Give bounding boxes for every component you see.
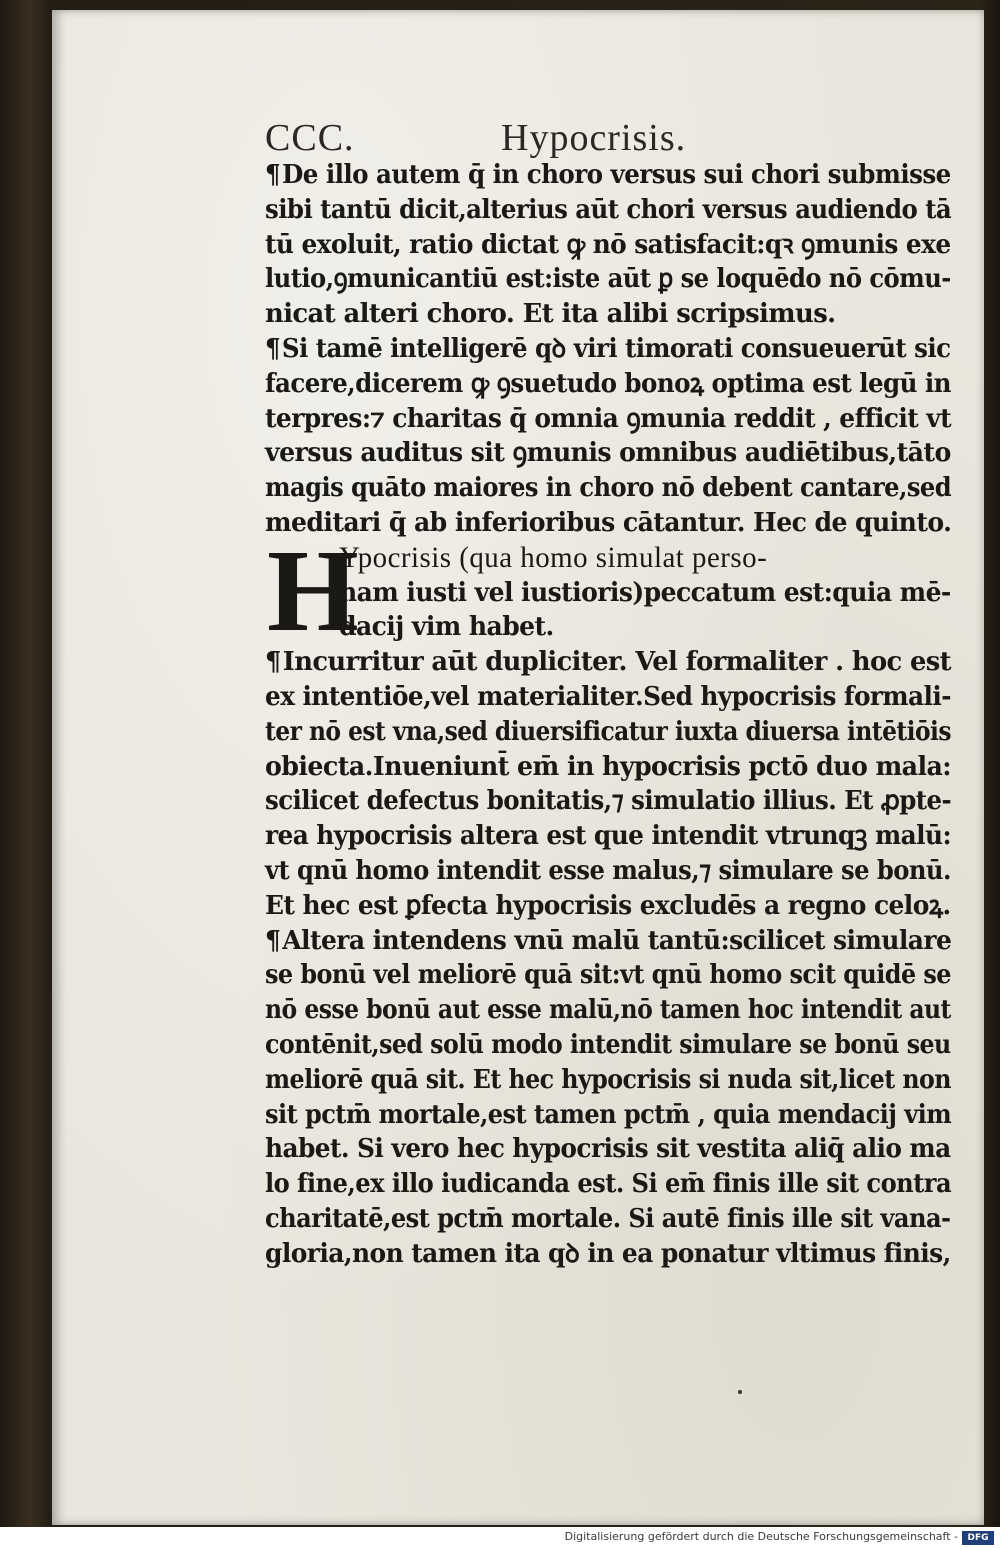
page-dot bbox=[738, 1390, 742, 1394]
book-page bbox=[52, 10, 984, 1525]
text-line: nam iusti vel iustioris)peccatum est:quia mē- bbox=[339, 577, 951, 608]
text-line: Et hec est ꝑfecta hypocrisis excludēs a regno celoꝝ. bbox=[265, 890, 951, 921]
text-block bbox=[265, 110, 955, 1272]
text-line: scilicet defectus bonitatis,⁊ simulatio illius. Et ꝓpte- bbox=[265, 786, 952, 817]
text-line: gloria,non tamen ita qꝺ in ea ponatur vltimus finis, bbox=[265, 1238, 951, 1269]
initial-lines bbox=[339, 541, 974, 645]
paragraph-mark-icon: ¶ bbox=[265, 647, 281, 678]
text-line: dacij vim habet. bbox=[339, 612, 554, 643]
text-line: nō esse bonū aut esse malū,nō tamen hoc intendit aut bbox=[265, 995, 951, 1026]
text-line: ex intentiōe,vel materialiter.Sed hypocrisis formali- bbox=[265, 681, 951, 712]
text-line: Ypocrisis (qua homo simulat perso- bbox=[339, 540, 768, 574]
text-line: sit pctm̄ mortale,est tamen pctm̄ , quia mendacij vim bbox=[265, 1099, 952, 1130]
text-line: ¶De illo autem q̄ in choro versus sui chori submisse bbox=[265, 158, 918, 193]
paragraph-mark-icon: ¶ bbox=[265, 925, 281, 956]
text-line: obiecta.Inueniunt̄ em̄ in hypocrisis pctō duo mala: bbox=[265, 751, 952, 782]
initial-paragraph bbox=[265, 524, 955, 656]
page-header bbox=[265, 110, 955, 158]
footer-bar bbox=[0, 1527, 1000, 1549]
text-line: versus auditus sit ꝯmunis omnibus audiētibus,tāto bbox=[265, 438, 951, 469]
folio-number: CCC. bbox=[265, 117, 355, 159]
paragraph-mark-icon: ¶ bbox=[265, 333, 281, 364]
text-line: ter nō est vna,sed diuersificatur iuxta diuersa intētiōis bbox=[265, 716, 952, 747]
text-line: nicat alteri choro. Et ita alibi scripsimus. bbox=[265, 299, 836, 330]
text-line: rea hypocrisis altera est que intendit vtrunqꝫ malū: bbox=[265, 821, 952, 852]
text-line: sibi tantū dicit,alterius aūt chori versus audiendo tā bbox=[265, 194, 952, 225]
running-title: Hypocrisis. bbox=[501, 117, 687, 159]
text-line: habet. Si vero hec hypocrisis sit vestita aliq̄ alio ma bbox=[265, 1134, 951, 1165]
funding-credit: Digitalisierung gefördert durch die Deutsche Forschungsgemeinschaft - bbox=[564, 1530, 958, 1543]
paragraph-mark-icon: ¶ bbox=[265, 160, 281, 190]
dfg-logo-icon: DFG bbox=[962, 1531, 994, 1545]
text-line: charitatē,est pctm̄ mortale. Si autē finis ille sit vana- bbox=[265, 1203, 951, 1234]
text-line: tū exoluit, ratio dictat ꝙ nō satisfacit:qꝛ ꝯmunis exe bbox=[265, 229, 951, 260]
text-line: facere,dicerem ꝙ ꝯsuetudo bonoꝝ optima est legū in bbox=[265, 368, 951, 399]
text-line: se bonū vel meliorē quā sit:vt qnū homo scit quidē se bbox=[265, 960, 951, 991]
text-line: terpres:⁊ charitas q̄ omnia ꝯmunia reddit , efficit vt bbox=[265, 403, 952, 434]
text-line: meditari q̄ ab inferioribus cātantur. Hec de quinto. bbox=[265, 507, 952, 538]
text-line: lutio,ꝯmunicantiū est:iste aūt ꝑ se loquēdo nō cōmu- bbox=[265, 264, 951, 295]
text-line: contēnit,sed solū modo intendit simulare se bonū seu bbox=[265, 1029, 951, 1060]
text-line: ¶Si tamē intelligerē qꝺ viri timorati consueuerūt sic bbox=[265, 332, 915, 367]
text-line: meliorē quā sit. Et hec hypocrisis si nuda sit,licet non bbox=[265, 1064, 951, 1095]
text-line: ¶Altera intendens vnū malū tantū:scilicet simulare bbox=[265, 924, 928, 959]
text-line: ¶Incurritur aūt dupliciter. Vel formaliter . hoc est bbox=[265, 645, 948, 680]
decorated-initial: H bbox=[267, 524, 359, 656]
text-line: lo fine,ex illo iudicanda est. Si em̄ finis ille sit contra bbox=[265, 1169, 952, 1200]
text-line: magis quāto maiores in choro nō debent cantare,sed bbox=[265, 473, 952, 504]
text-line: vt qnū homo intendit esse malus,⁊ simulare se bonū. bbox=[265, 855, 951, 886]
